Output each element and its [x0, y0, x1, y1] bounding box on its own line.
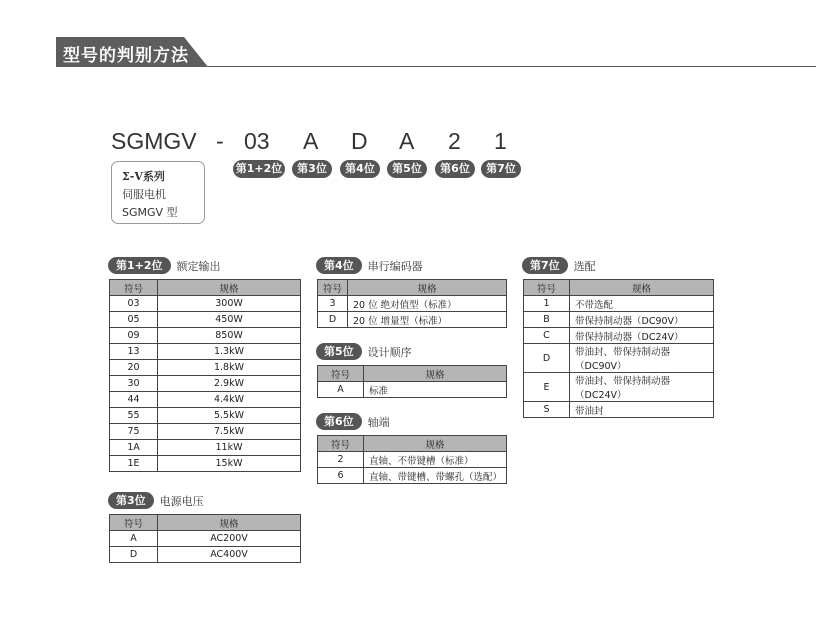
page-title: 型号的判别方法 — [63, 46, 189, 66]
table-row — [110, 328, 301, 344]
column-header-symbol: 符号 — [110, 515, 158, 531]
section-pill: 第1+2位 — [108, 257, 171, 274]
column-header-spec: 规格 — [158, 280, 301, 296]
spec-cell: 直轴、不带键槽（标准） — [364, 452, 507, 468]
column-header-spec: 规格 — [348, 280, 507, 296]
section-title-serial-encoder — [316, 257, 423, 274]
symbol-cell: B — [524, 312, 570, 328]
symbol-cell: A — [110, 531, 158, 547]
spec-cell: 直轴、带键槽、带螺孔（选配） — [364, 468, 507, 484]
table-row — [110, 440, 301, 456]
symbol-cell: 1A — [110, 440, 158, 456]
table-header-row — [318, 280, 507, 296]
symbol-cell: 1 — [524, 296, 570, 312]
column-header-symbol: 符号 — [318, 436, 364, 452]
column-header-symbol: 符号 — [318, 280, 348, 296]
section-pill: 第7位 — [522, 257, 568, 274]
spec-cell: 1.3kW — [158, 344, 301, 360]
table-row — [110, 392, 301, 408]
column-header-symbol: 符号 — [524, 280, 570, 296]
symbol-cell: 30 — [110, 376, 158, 392]
spec-cell: 带油封、带保持制动器（DC90V） — [570, 344, 714, 373]
model-code-pos6: 2 — [448, 128, 461, 154]
table-row — [110, 344, 301, 360]
table-row — [318, 312, 507, 328]
table-design-order — [317, 365, 507, 398]
section-name: 设计顺序 — [367, 345, 412, 359]
table-row — [110, 376, 301, 392]
table-header-row — [110, 280, 301, 296]
position-label-pos3: 第3位 — [292, 160, 332, 178]
spec-cell: 450W — [158, 312, 301, 328]
series-name: Σ-V系列 — [122, 170, 165, 183]
section-title-options — [522, 257, 596, 274]
section-name: 电源电压 — [159, 494, 204, 508]
section-pill: 第5位 — [316, 343, 362, 360]
symbol-cell: 55 — [110, 408, 158, 424]
symbol-cell: S — [524, 402, 570, 418]
series-box — [111, 161, 205, 224]
spec-cell: 带保持制动器（DC90V） — [570, 312, 714, 328]
spec-cell: 20 位 绝对值型（标准） — [348, 296, 507, 312]
model-code-pos4: D — [351, 128, 368, 154]
table-header-row — [318, 436, 507, 452]
spec-cell: 带油封、带保持制动器（DC24V） — [570, 373, 714, 402]
symbol-cell: D — [318, 312, 348, 328]
symbol-cell: 09 — [110, 328, 158, 344]
spec-cell: 标准 — [364, 382, 507, 398]
spec-cell: 11kW — [158, 440, 301, 456]
column-header-spec: 规格 — [364, 366, 507, 382]
table-supply-voltage — [109, 514, 301, 563]
table-row — [110, 296, 301, 312]
model-series-code: SGMGV — [111, 128, 197, 154]
symbol-cell: D — [524, 344, 570, 373]
spec-cell: 20 位 增量型（标准） — [348, 312, 507, 328]
column-header-symbol: 符号 — [110, 280, 158, 296]
symbol-cell: 05 — [110, 312, 158, 328]
spec-cell: AC400V — [158, 547, 301, 563]
spec-cell: 300W — [158, 296, 301, 312]
spec-cell: 不带选配 — [570, 296, 714, 312]
model-code-pos12: 03 — [244, 128, 270, 154]
table-row — [524, 328, 714, 344]
table-row — [110, 424, 301, 440]
spec-cell: 带油封 — [570, 402, 714, 418]
table-shaft-end — [317, 435, 507, 484]
table-header-row — [110, 515, 301, 531]
spec-cell: 4.4kW — [158, 392, 301, 408]
table-row — [110, 531, 301, 547]
symbol-cell: 3 — [318, 296, 348, 312]
table-options — [523, 279, 714, 418]
section-name: 额定输出 — [176, 259, 221, 273]
symbol-cell: 03 — [110, 296, 158, 312]
table-header-row — [318, 366, 507, 382]
symbol-cell: 13 — [110, 344, 158, 360]
section-name: 选配 — [573, 259, 596, 273]
section-title-shaft-end — [316, 413, 390, 430]
table-rated-output — [109, 279, 301, 472]
spec-cell: 2.9kW — [158, 376, 301, 392]
column-header-spec: 规格 — [364, 436, 507, 452]
position-label-pos7: 第7位 — [481, 160, 521, 178]
model-code-pos7: 1 — [494, 128, 507, 154]
symbol-cell: 2 — [318, 452, 364, 468]
table-header-row — [524, 280, 714, 296]
model-dash: - — [216, 128, 224, 154]
series-type: 伺服电机 — [122, 188, 166, 201]
section-pill: 第4位 — [316, 257, 362, 274]
table-row — [110, 408, 301, 424]
section-title-supply-voltage — [108, 492, 204, 509]
table-row — [110, 360, 301, 376]
table-row — [524, 373, 714, 402]
spec-cell: 1.8kW — [158, 360, 301, 376]
section-pill: 第6位 — [316, 413, 362, 430]
table-row — [524, 344, 714, 373]
table-row — [110, 456, 301, 472]
symbol-cell: 1E — [110, 456, 158, 472]
table-row — [524, 402, 714, 418]
position-label-pos4: 第4位 — [340, 160, 380, 178]
symbol-cell: 44 — [110, 392, 158, 408]
column-header-symbol: 符号 — [318, 366, 364, 382]
symbol-cell: 6 — [318, 468, 364, 484]
table-row — [110, 312, 301, 328]
model-code-pos5: A — [399, 128, 415, 154]
table-row — [318, 296, 507, 312]
section-name: 轴端 — [367, 415, 390, 429]
table-row — [318, 452, 507, 468]
section-pill: 第3位 — [108, 492, 154, 509]
section-title-design-order — [316, 343, 412, 360]
spec-cell: 15kW — [158, 456, 301, 472]
column-header-spec: 规格 — [158, 515, 301, 531]
table-row — [524, 296, 714, 312]
symbol-cell: A — [318, 382, 364, 398]
spec-cell: 7.5kW — [158, 424, 301, 440]
column-header-spec: 规格 — [570, 280, 714, 296]
spec-cell: AC200V — [158, 531, 301, 547]
symbol-cell: D — [110, 547, 158, 563]
series-model: SGMGV 型 — [122, 206, 178, 219]
spec-cell: 5.5kW — [158, 408, 301, 424]
section-name: 串行编码器 — [367, 259, 423, 273]
position-label-pos5: 第5位 — [387, 160, 427, 178]
spec-cell: 850W — [158, 328, 301, 344]
table-row — [110, 547, 301, 563]
model-code-pos3: A — [303, 128, 319, 154]
symbol-cell: 20 — [110, 360, 158, 376]
position-label-pos12: 第1+2位 — [233, 160, 285, 178]
table-row — [318, 468, 507, 484]
table-row — [524, 312, 714, 328]
section-title-rated-output — [108, 257, 221, 274]
symbol-cell: C — [524, 328, 570, 344]
symbol-cell: E — [524, 373, 570, 402]
table-row — [318, 382, 507, 398]
table-serial-encoder — [317, 279, 507, 328]
spec-cell: 带保持制动器（DC24V） — [570, 328, 714, 344]
position-label-pos6: 第6位 — [435, 160, 475, 178]
symbol-cell: 75 — [110, 424, 158, 440]
